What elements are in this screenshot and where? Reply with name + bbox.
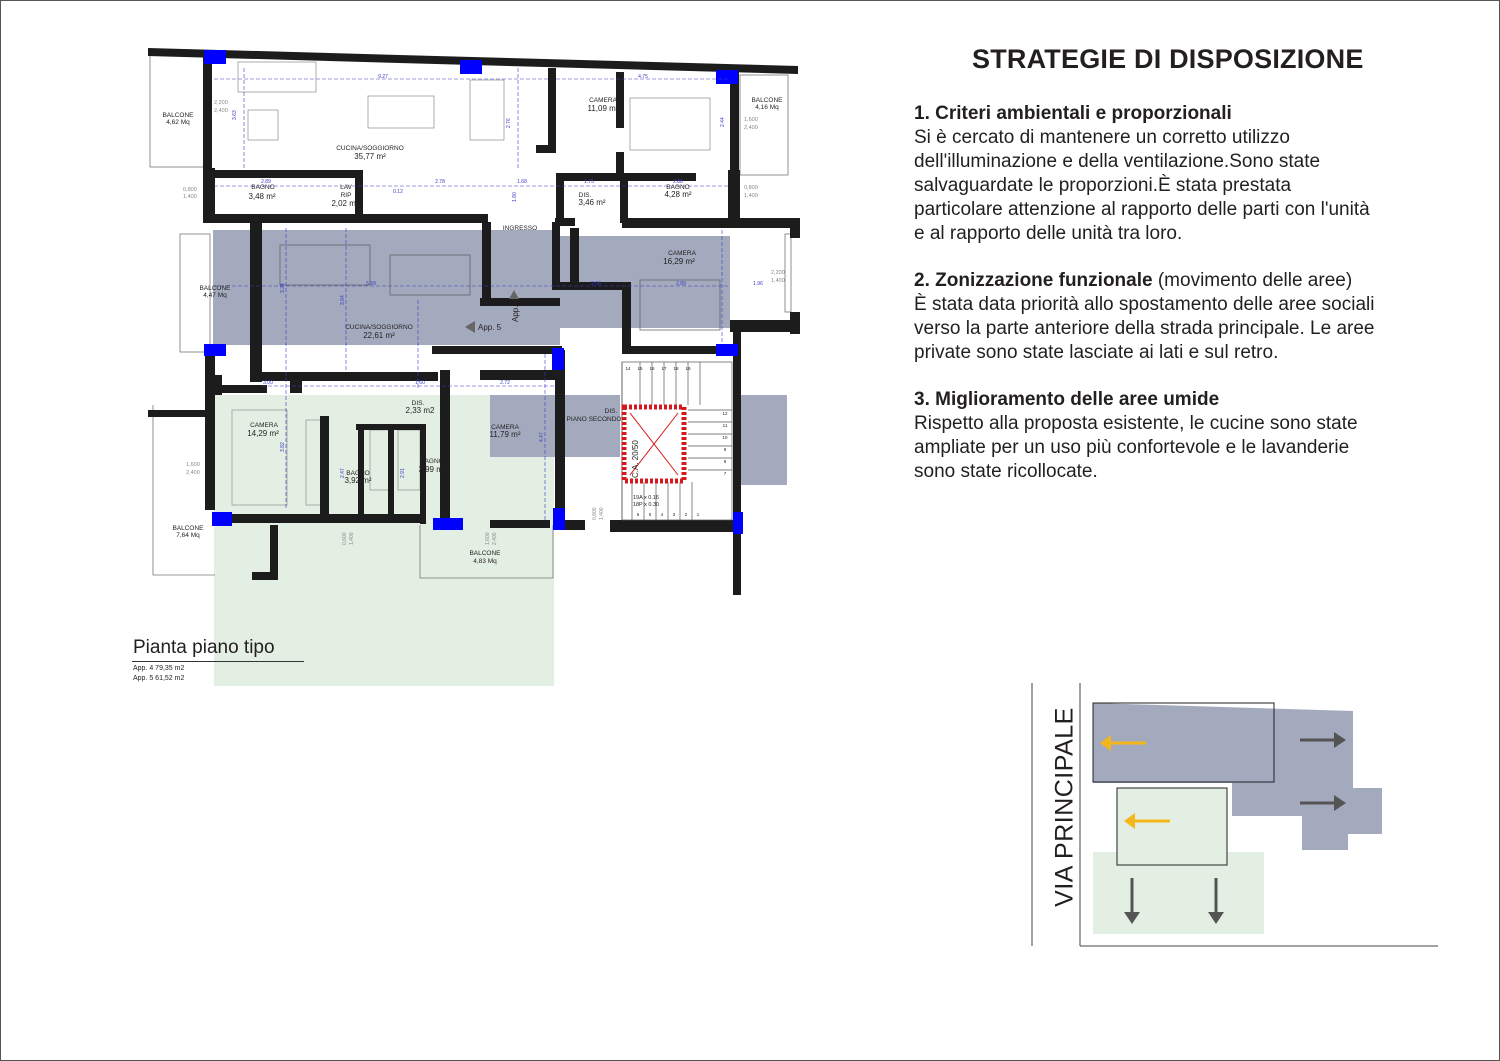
strategy-1 xyxy=(914,102,1474,246)
stair-number: 10 xyxy=(722,435,728,440)
strategy-heading: 2. Zonizzazione funzionale xyxy=(914,270,1153,291)
lift-label: C.A. 20/50 xyxy=(631,440,640,478)
strategy-3 xyxy=(914,388,1474,484)
dimension-label: 0.12 xyxy=(393,189,403,195)
room-name: BAGNO xyxy=(251,184,275,191)
stair-number: 4 xyxy=(660,512,664,517)
dimension-label: 2.72 xyxy=(500,380,510,386)
window-note: 2,400 xyxy=(214,108,228,114)
room-area: 7,64 Mq xyxy=(176,532,200,539)
strategy-line: private sono state lasciate ai lati e sul retro. xyxy=(914,342,1279,363)
room-area: 4,62 Mq xyxy=(166,119,190,126)
road-label: VIA PRINCIPALE xyxy=(1050,707,1079,907)
window-note: 1,600 xyxy=(485,532,491,545)
dimension-label: 2.89 xyxy=(261,179,271,185)
dimension-label: 4.75 xyxy=(638,74,648,80)
room-name: INGRESSO xyxy=(502,225,538,232)
dimension-label: 9.27 xyxy=(378,74,388,80)
strategy-line: Si è cercato di mantenere un corretto utilizzo xyxy=(914,127,1290,148)
window-note: 2,400 xyxy=(186,470,200,476)
room-name: BAGNO xyxy=(420,458,444,465)
dimension-label: 2.76 xyxy=(506,118,512,128)
stair-number: 2 xyxy=(684,512,688,517)
room-name: BALCONE xyxy=(172,525,204,532)
window-note: 1,600 xyxy=(186,462,200,468)
room-area: 4,16 Mq xyxy=(755,104,779,111)
strategy-heading: 1. Criteri ambientali e proporzionali xyxy=(914,103,1232,124)
stair-number: 17 xyxy=(661,366,667,371)
strategy-2 xyxy=(914,269,1474,365)
apartment-area-note: App. 4 79,35 m2 xyxy=(133,665,185,672)
window-note: 2,200 xyxy=(771,270,785,276)
room-name: DIS. xyxy=(411,400,425,407)
dimension-label: 1.68 xyxy=(517,179,527,185)
room-name: BAGNO xyxy=(666,184,690,191)
stair-number: 1 xyxy=(696,512,700,517)
room-name: LAV xyxy=(340,184,352,191)
stair-number: 3 xyxy=(672,512,676,517)
room-area: 4,47 Mq xyxy=(203,292,227,299)
dimension-label: 2.78 xyxy=(435,179,445,185)
window-note: 1,400 xyxy=(771,278,785,284)
stair-zone-overlay xyxy=(735,395,787,485)
stair-note: 19A x 0.16 xyxy=(633,495,659,501)
room-name: BALCONE xyxy=(469,550,501,557)
strategy-line: particolare attenzione al rapporto delle parti con l'unità xyxy=(914,199,1370,220)
strategy-line: Rispetto alla proposta esistente, le cucine sono state xyxy=(914,413,1358,434)
room-name: CAMERA xyxy=(250,422,278,429)
stair-number: 15 xyxy=(637,366,643,371)
window-note: 0,800 xyxy=(183,187,197,193)
room-name: RIP xyxy=(340,192,352,199)
dimension-label: 5.99 xyxy=(366,281,376,287)
dimension-label: 3.82 xyxy=(280,442,286,452)
room-area: 3,92 m² xyxy=(344,476,372,485)
room-area: 2,33 m2 xyxy=(405,406,435,415)
stair-number: 7 xyxy=(723,471,727,476)
dimension-label: 1.96 xyxy=(753,281,763,287)
room-area: 3,48 m² xyxy=(248,192,276,201)
window-note: 0,800 xyxy=(744,185,758,191)
stair-number: 11 xyxy=(722,423,728,428)
app4-label: App. 4 xyxy=(511,298,520,322)
window-note: 2,400 xyxy=(492,532,498,545)
stair-number: 5 xyxy=(648,512,652,517)
room-area: 14,29 m² xyxy=(247,429,279,438)
room-area: 35,77 m² xyxy=(354,152,386,161)
room-name: CAMERA xyxy=(491,424,519,431)
room-name: CAMERA xyxy=(589,97,617,104)
stair-note: 18P x 0.30 xyxy=(632,502,660,508)
room-name: CUCINA/SOGGIORNO xyxy=(336,145,404,152)
window-note: 1,400 xyxy=(349,532,355,545)
stair-number: 9 xyxy=(723,447,727,452)
dimension-label: 2.47 xyxy=(340,468,346,478)
app5-label: App. 5 xyxy=(478,323,502,332)
room-name: BAGNO xyxy=(346,470,370,477)
room-area: 2,02 m² xyxy=(331,199,359,208)
window-note: 0,600 xyxy=(342,532,348,545)
strategy-line: ampliate per un uso più confortevole e le lavanderie xyxy=(914,437,1350,458)
stair-number: 19 xyxy=(685,366,691,371)
stair-number: 14 xyxy=(625,366,631,371)
dimension-label: 3.84 xyxy=(340,295,346,305)
strategy-heading: 3. Miglioramento delle aree umide xyxy=(914,389,1220,410)
room-area: 4,28 m² xyxy=(664,190,692,199)
room-name: BALCONE xyxy=(162,112,194,119)
room-area: 11,09 m² xyxy=(587,104,619,113)
strategy-line: È stata data priorità allo spostamento delle aree sociali xyxy=(914,294,1375,315)
page-title: STRATEGIE DI DISPOSIZIONE xyxy=(972,44,1364,74)
caption-underline xyxy=(132,661,304,662)
dimension-label: 2.91 xyxy=(400,468,406,478)
room-area: 16,29 m² xyxy=(663,257,695,266)
stair-number: 16 xyxy=(649,366,655,371)
dimension-label: 2.06 xyxy=(591,281,601,287)
room-name: CAMERA xyxy=(668,250,696,257)
window-note: 2,400 xyxy=(744,125,758,131)
dimension-label: 3.00 xyxy=(263,380,273,386)
zoning-diagram xyxy=(1032,683,1438,946)
strategy-subheading: (movimento delle aree) xyxy=(1152,270,1353,291)
stair-number: 6 xyxy=(636,512,640,517)
room-area: 11,79 m² xyxy=(489,430,521,439)
strategy-line: e al rapporto delle unità tra loro. xyxy=(914,223,1183,244)
apartment-area-note: App. 5 61,52 m2 xyxy=(133,675,185,682)
window-note: 1,400 xyxy=(183,194,197,200)
strategy-line: salvaguardate le proporzioni.È stata prestata xyxy=(914,175,1292,196)
window-note: 1,400 xyxy=(599,507,605,520)
strategy-line: verso la parte anteriore della strada principale. Le aree xyxy=(914,318,1375,339)
room-area: 22,61 m² xyxy=(363,331,395,340)
window-note: 1,400 xyxy=(744,193,758,199)
dimension-label: 3.24 xyxy=(280,283,286,293)
room-name: DIS. xyxy=(604,408,618,415)
window-note: 2,200 xyxy=(214,100,228,106)
dimension-label: 2.88 xyxy=(673,179,683,185)
dimension-label: 1.75 xyxy=(584,179,594,185)
dimension-label: 4.47 xyxy=(539,432,545,442)
strategy-line: sono state ricollocate. xyxy=(914,461,1098,482)
room-name: CUCINA/SOGGIORNO xyxy=(345,324,413,331)
room-name: BALCONE xyxy=(751,97,783,104)
dimension-label: 1.80 xyxy=(512,192,518,202)
dimension-label: 2.89 xyxy=(676,281,686,287)
room-area: 4,83 Mq xyxy=(473,558,497,565)
plan-caption: Pianta piano tipo xyxy=(133,637,275,658)
stair-number: 18 xyxy=(673,366,679,371)
room-area: 3,99 m² xyxy=(418,465,446,474)
dimension-label: 3.63 xyxy=(232,110,238,120)
room-name: DIS. xyxy=(578,192,592,199)
strategy-line: dell'illuminazione e della ventilazione.Sono state xyxy=(914,151,1321,172)
window-note: 1,600 xyxy=(744,117,758,123)
stair-number: 12 xyxy=(722,411,728,416)
dimension-label: 2.44 xyxy=(720,117,726,127)
window-note: 0,800 xyxy=(592,507,598,520)
room-name: BALCONE xyxy=(199,285,231,292)
room-area: 3,46 m² xyxy=(578,198,606,207)
room-name: PIANO SECONDO xyxy=(566,416,622,423)
dimension-label: 1.60 xyxy=(415,380,425,386)
stair-number: 8 xyxy=(723,459,727,464)
